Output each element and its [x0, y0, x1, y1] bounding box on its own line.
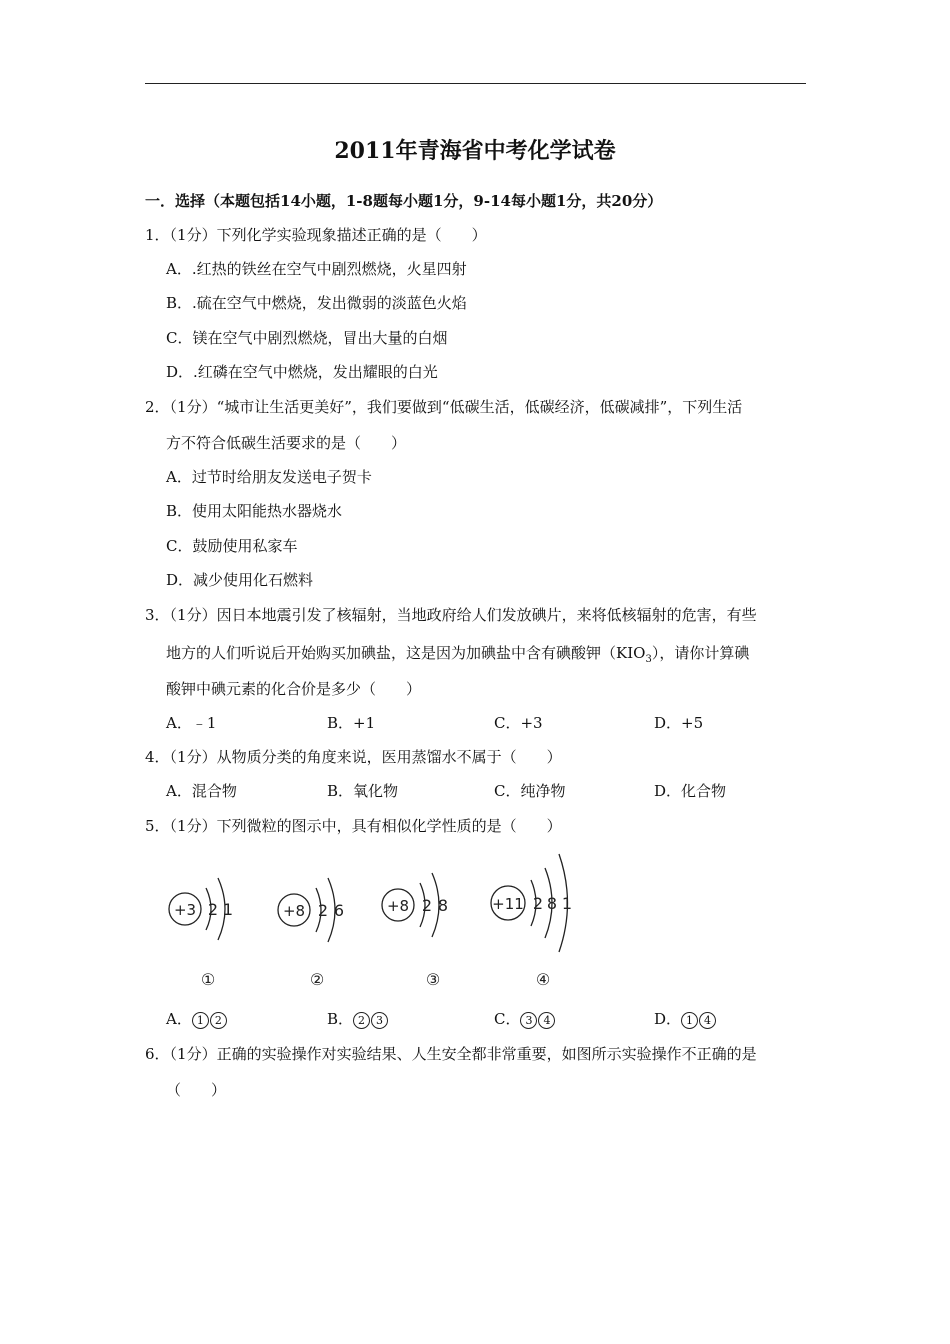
- q5-option-a: [166, 1008, 228, 1029]
- q2-option-a: A．过节时给朋友发送电子贺卡: [166, 468, 372, 486]
- q5-option-b-num2: 3: [371, 1012, 388, 1029]
- q4-option-c: C．纯净物: [494, 782, 566, 800]
- q1-option-b: B．.硫在空气中燃烧，发出微弱的淡蓝色火焰: [166, 294, 467, 312]
- atom-4-label: ④: [535, 970, 551, 989]
- q1-option-d: D．.红磷在空气中燃烧，发出耀眼的白光: [166, 363, 438, 381]
- atom-diagram-1: [169, 878, 233, 989]
- atom-4-shell-3: 1: [561, 894, 573, 913]
- q5-option-b-letter: B．: [327, 1010, 354, 1028]
- header-rule: [145, 83, 806, 84]
- q5-option-a-num1: 1: [192, 1012, 209, 1029]
- q6-paren: （ ）: [166, 1081, 227, 1099]
- q5-option-d-num1: 1: [681, 1012, 698, 1029]
- section-heading: 一．选择（本题包括14小题，1-8题每小题1分，9-14每小题1分，共20分）: [145, 192, 663, 210]
- q2-option-d: D．减少使用化石燃料: [166, 571, 314, 589]
- atom-3-shell-2: 8: [437, 896, 449, 915]
- q3-stem-line3: 酸钾中碘元素的化合价是多少（ ）: [166, 680, 422, 698]
- atom-structure-diagrams: [150, 840, 600, 1000]
- q1-stem: 1．（1分）下列化学实验现象描述正确的是（ ）: [145, 226, 487, 244]
- q5-option-c-num2: 4: [538, 1012, 555, 1029]
- q1-option-c: C．镁在空气中剧烈燃烧，冒出大量的白烟: [166, 329, 448, 347]
- q2-option-c: C．鼓励使用私家车: [166, 537, 298, 555]
- q5-stem: 5．（1分）下列微粒的图示中，具有相似化学性质的是（ ）: [145, 817, 562, 835]
- atom-2-label: ②: [309, 970, 325, 989]
- q3-stem-line1: 3．（1分）因日本地震引发了核辐射，当地政府给人们发放碘片，来将低核辐射的危害，有些: [145, 606, 757, 624]
- q5-option-d-letter: D．: [654, 1010, 682, 1028]
- q4-option-d: D．化合物: [654, 782, 727, 800]
- q4-option-a: A．混合物: [166, 782, 237, 800]
- q5-option-b-num1: 2: [353, 1012, 370, 1029]
- atom-diagram-4: [491, 854, 572, 989]
- q3-option-c: C．+3: [494, 714, 543, 732]
- q3-subscript: 3: [645, 654, 652, 665]
- atom-1-label: ①: [200, 970, 216, 989]
- q3-stem-line2: [166, 642, 749, 665]
- atom-1-shell-1: 2: [207, 900, 219, 919]
- atom-2-shell-2: 6: [333, 901, 345, 920]
- q3-stem-line2-end: ），请你计算碘: [651, 644, 750, 662]
- q2-option-b: B．使用太阳能热水器烧水: [166, 502, 343, 520]
- q4-option-b: B．氧化物: [327, 782, 399, 800]
- atom-3-label: ③: [425, 970, 441, 989]
- atom-1-shell-2: 1: [222, 900, 234, 919]
- q5-option-a-num2: 2: [210, 1012, 227, 1029]
- q3-option-d: D．+5: [654, 714, 704, 732]
- atom-4-nucleus: +11: [492, 895, 524, 913]
- q5-option-c: [494, 1008, 556, 1029]
- q1-option-a: A．.红热的铁丝在空气中剧烈燃烧，火星四射: [166, 260, 467, 278]
- atom-4-shell-2: 8: [546, 894, 558, 913]
- atom-diagram-2: [278, 878, 344, 989]
- q2-stem-line1: 2．（1分）“城市让生活更美好”，我们要做到“低碳生活，低碳经济，低碳减排”，下列生活: [145, 398, 743, 416]
- q3-option-a: A．﹣1: [166, 714, 217, 732]
- q4-stem: 4．（1分）从物质分类的角度来说，医用蒸馏水不属于（ ）: [145, 748, 562, 766]
- atom-2-shell-1: 2: [317, 901, 329, 920]
- atom-2-nucleus: +8: [282, 902, 306, 920]
- q2-stem-line2: 方不符合低碳生活要求的是（ ）: [166, 434, 407, 452]
- q5-option-d: [654, 1008, 717, 1029]
- q5-option-c-letter: C．: [494, 1010, 521, 1028]
- atom-4-shell-1: 2: [532, 894, 544, 913]
- q5-option-d-num2: 4: [699, 1012, 716, 1029]
- atom-3-shell-1: 2: [421, 896, 433, 915]
- q6-stem: 6．（1分）正确的实验操作对实验结果、人生安全都非常重要，如图所示实验操作不正确的是: [145, 1045, 757, 1063]
- atom-diagram-3: [382, 873, 448, 989]
- atom-1-nucleus: +3: [173, 901, 197, 919]
- page-title: 2011年青海省中考化学试卷: [334, 138, 616, 164]
- q5-option-a-letter: A．: [166, 1010, 192, 1028]
- atom-3-nucleus: +8: [386, 897, 410, 915]
- q5-option-b: [327, 1008, 389, 1029]
- q3-option-b: B．+1: [327, 714, 376, 732]
- q3-stem-line2-text: 地方的人们听说后开始购买加碘盐，这是因为加碘盐中含有碘酸钾（KIO: [166, 644, 646, 662]
- q5-option-c-num1: 3: [520, 1012, 537, 1029]
